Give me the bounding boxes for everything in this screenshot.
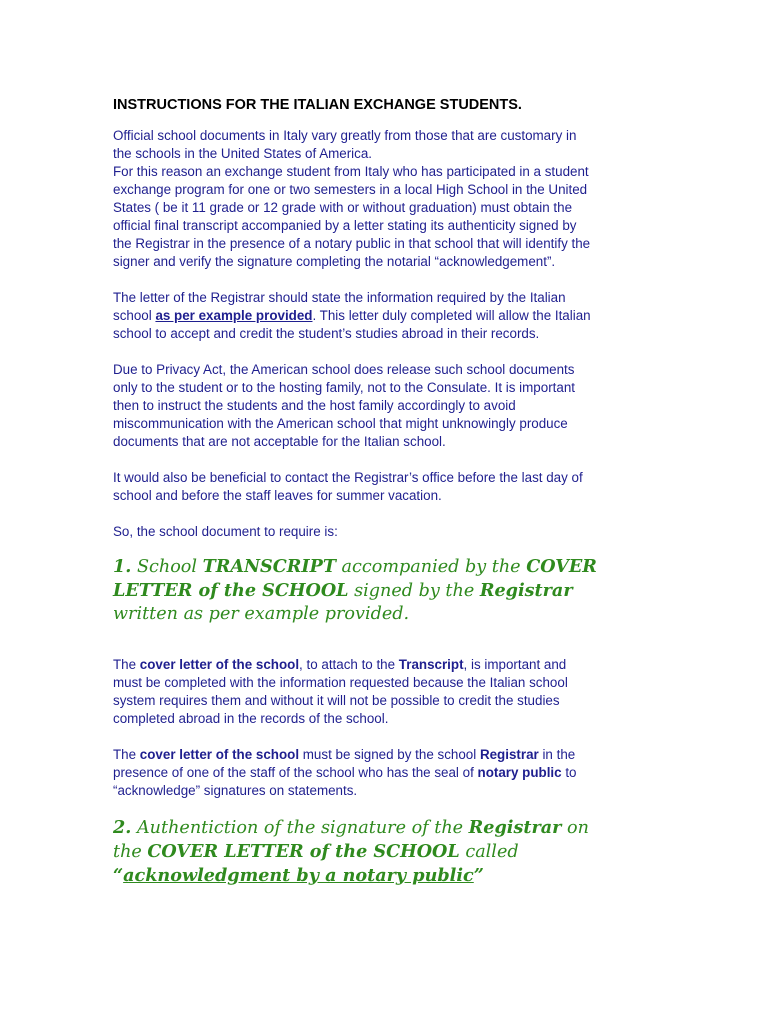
text-segment: the [113,842,148,862]
text-line [113,840,661,864]
text-segment-bold: cover letter of the school [139,747,300,762]
notary-acknowledgment-link[interactable]: acknowledgment by a notary public [123,865,474,886]
text-line [113,555,661,579]
paragraph-cover-letter-signature [113,746,661,800]
text-segment-bold: notary public [477,765,562,780]
text-segment: called [459,842,519,862]
text-segment: must be signed by the school [299,747,480,762]
text-line: documents that are not acceptable for the Italian school. [113,434,446,449]
text-segment-bold: LETTER of the SCHOOL [113,580,349,601]
document-body [113,95,661,888]
text-line: miscommunication with the American school that might unknowingly produce [113,416,568,431]
text-line: written as per example provided. [113,604,410,624]
text-line: So, the school document to require is: [113,524,338,539]
text-segment: school [113,308,156,323]
text-segment-bold: COVER [526,556,597,577]
text-line: completed abroad in the records of the school. [113,711,389,726]
text-line: only to the student or to the hosting family, not to the Consulate. It is important [113,380,575,395]
text-line: the Registrar in the presence of a notary public in that school that will identify the [113,236,591,251]
text-line [113,579,661,603]
paragraph-intro [113,127,661,271]
numbered-item-2 [113,816,661,888]
paragraph-privacy-act [113,361,661,451]
text-line: “acknowledge” signatures on statements. [113,783,358,798]
text-line: It would also be beneficial to contact the Registrar’s office before the last day of [113,470,583,485]
text-line: official final transcript accompanied by a letter stating its authenticity signed by [113,218,577,233]
text-line: then to instruct the students and the host family accordingly to avoid [113,398,516,413]
text-line: signer and verify the signature completing the notarial “acknowledgement”. [113,254,556,269]
text-line: the schools in the United States of America. [113,146,373,161]
text-segment: The [113,747,140,762]
text-line: The letter of the Registrar should state the information required by the Italian [113,290,566,305]
text-segment: . This letter duly completed will allow the Italian [312,308,591,323]
text-line [113,864,661,888]
text-segment-bold: Registrar [479,580,573,601]
text-segment-bold: Transcript [398,657,464,672]
text-line: system requires them and without it will not be possible to credit the studies [113,693,560,708]
text-line: must be completed with the information requested because the Italian school [113,675,568,690]
paragraph-cover-letter [113,656,661,728]
text-segment: presence of one of the staff of the school who has the seal of [113,765,478,780]
text-segment: School [131,557,203,577]
text-line [113,746,661,764]
text-segment: Authentiction of the signature of the [131,818,469,838]
text-segment: to [561,765,577,780]
text-segment-bold: Registrar [479,747,539,762]
text-segment-bold: COVER LETTER of the SCHOOL [147,841,460,862]
text-line: exchange program for one or two semesters in a local High School in the United [113,182,588,197]
text-segment: accompanied by the [335,557,527,577]
text-line: Due to Privacy Act, the American school does release such school documents [113,362,575,377]
paragraph-contact-registrar [113,469,661,505]
text-line [113,816,661,840]
text-segment: in the [538,747,576,762]
text-line: school to accept and credit the student’s studies abroad in their records. [113,326,540,341]
quote-mark: ” [473,865,484,886]
text-segment: The [113,657,140,672]
document-title: INSTRUCTIONS FOR THE ITALIAN EXCHANGE STUDENTS. [113,97,522,113]
text-line: States ( be it 11 grade or 12 grade with or without graduation) must obtain the [113,200,573,215]
text-segment: signed by the [348,581,480,601]
text-line [113,656,661,674]
text-line: Official school documents in Italy vary greatly from those that are customary in [113,128,577,143]
numbered-item-1 [113,555,661,626]
text-segment: , to attach to the [299,657,399,672]
text-segment-bold: TRANSCRIPT [202,556,336,577]
text-segment: , is important and [463,657,567,672]
text-line: For this reason an exchange student from Italy who has participated in a student [113,164,589,179]
text-line: school and before the staff leaves for summer vacation. [113,488,442,503]
paragraph-document-required [113,523,661,541]
example-provided-link[interactable]: as per example provided [155,308,313,323]
text-line [113,764,661,782]
paragraph-registrar-letter [113,289,661,343]
text-segment-bold: Registrar [468,817,562,838]
item-number: 2. [113,817,132,838]
text-line [113,307,661,325]
item-number: 1. [113,556,132,577]
text-segment: on [561,818,589,838]
quote-mark: “ [113,865,124,886]
text-segment-bold: cover letter of the school [139,657,300,672]
